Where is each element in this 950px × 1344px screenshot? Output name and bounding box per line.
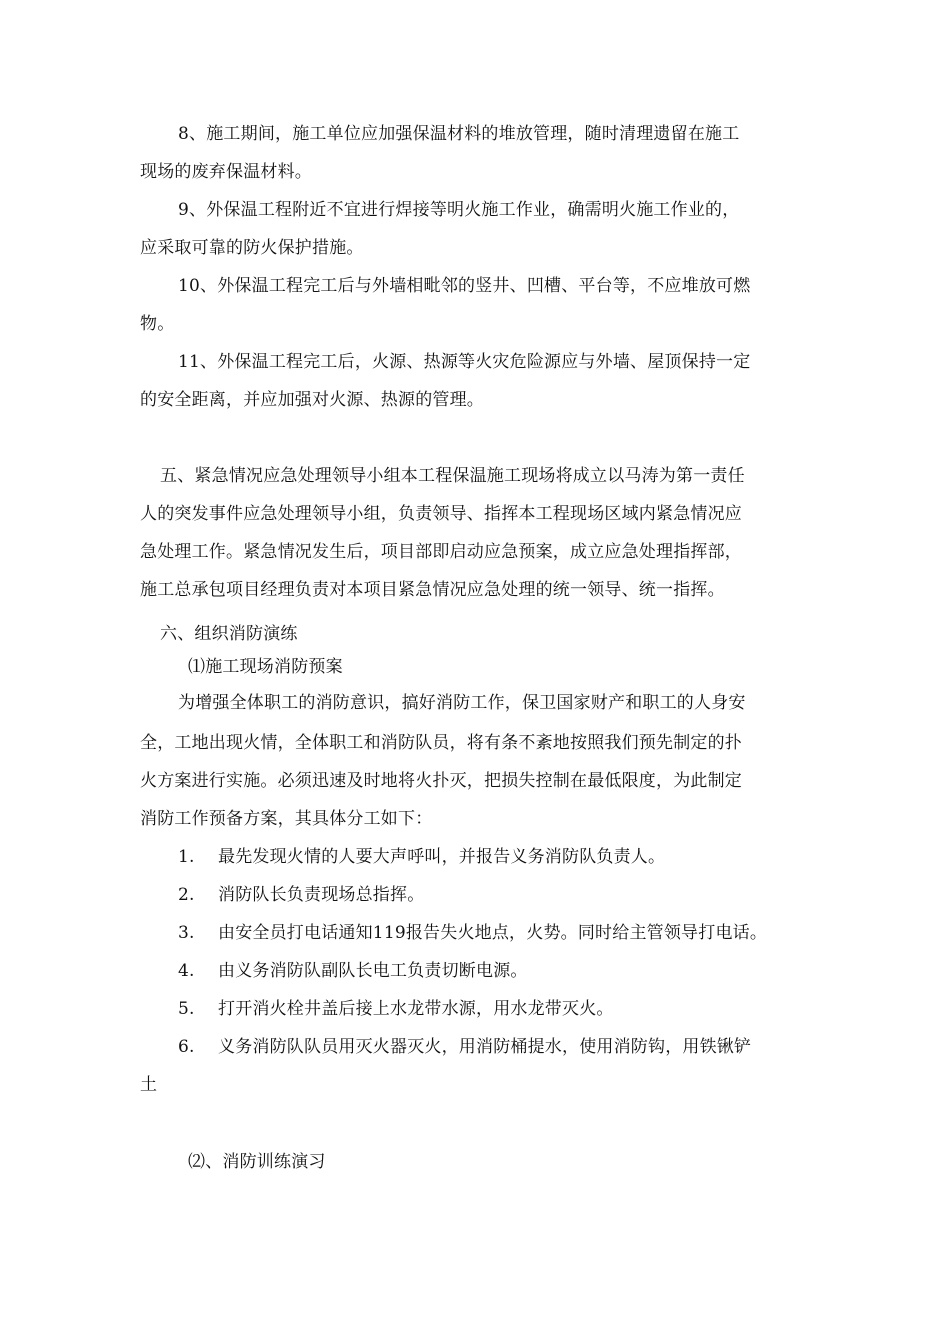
step-text: 由义务消防队副队长电工负责切断电源。 bbox=[218, 961, 528, 981]
intro-line-2: 全，工地出现火情，全体职工和消防队员，将有条不紊地按照我们预先制定的扑 bbox=[140, 733, 742, 753]
step-number: 6. bbox=[178, 1037, 195, 1057]
item-9-line-1: 9、外保温工程附近不宜进行焊接等明火施工作业，确需明火施工作业的， bbox=[178, 200, 740, 220]
step-text: 最先发现火情的人要大声呼叫，并报告义务消防队负责人。 bbox=[218, 847, 666, 867]
intro-line-1: 为增强全体职工的消防意识，搞好消防工作，保卫国家财产和职工的人身安 bbox=[178, 693, 746, 713]
item-11-line-2: 的安全距离，并应加强对火源、热源的管理。 bbox=[140, 390, 484, 410]
step-number: 1. bbox=[178, 847, 195, 867]
section-5-line-2: 人的突发事件应急处理领导小组，负责领导、指挥本工程现场区域内紧急情况应 bbox=[140, 504, 742, 524]
item-8-line-2: 现场的废弃保温材料。 bbox=[140, 162, 312, 182]
item-11-line-1: 11、外保温工程完工后，火源、热源等火灾危险源应与外墙、屋顶保持一定 bbox=[178, 352, 751, 372]
step-text: 消防队长负责现场总指挥。 bbox=[218, 885, 425, 905]
step-5 bbox=[178, 999, 614, 1019]
section-6-heading: 六、组织消防演练 bbox=[160, 624, 298, 644]
subsection-1-heading: ⑴施工现场消防预案 bbox=[188, 657, 343, 677]
section-5-line-3: 急处理工作。紧急情况发生后，项目部即启动应急预案，成立应急处理指挥部， bbox=[140, 542, 742, 562]
step-number: 4. bbox=[178, 961, 195, 981]
step-text: 由安全员打电话通知119报告失火地点，火势。同时给主管领导打电话。 bbox=[218, 923, 768, 943]
step-1 bbox=[178, 847, 665, 867]
intro-line-3: 火方案进行实施。必须迅速及时地将火扑灭，把损失控制在最低限度，为此制定 bbox=[140, 771, 742, 791]
step-3 bbox=[178, 923, 767, 943]
step-text: 打开消火栓井盖后接上水龙带水源，用水龙带灭火。 bbox=[218, 999, 614, 1019]
item-8-line-1: 8、施工期间，施工单位应加强保温材料的堆放管理，随时清理遗留在施工 bbox=[178, 124, 740, 144]
step-6 bbox=[178, 1037, 751, 1057]
item-9-line-2: 应采取可靠的防火保护措施。 bbox=[140, 238, 364, 258]
section-5-line-4: 施工总承包项目经理负责对本项目紧急情况应急处理的统一领导、统一指挥。 bbox=[140, 580, 725, 600]
section-5-line-1: 五、紧急情况应急处理领导小组本工程保温施工现场将成立以马涛为第一责任 bbox=[160, 466, 745, 486]
step-number: 3. bbox=[178, 923, 195, 943]
step-text: 义务消防队队员用灭火器灭火，用消防桶提水，使用消防钩，用铁锹铲 bbox=[218, 1037, 752, 1057]
item-10-line-2: 物。 bbox=[140, 314, 175, 334]
step-4 bbox=[178, 961, 528, 981]
step-number: 5. bbox=[178, 999, 195, 1019]
subsection-2-heading: ⑵、消防训练演习 bbox=[188, 1152, 326, 1172]
step-2 bbox=[178, 885, 424, 905]
step-number: 2. bbox=[178, 885, 195, 905]
intro-line-4: 消防工作预备方案，其具体分工如下： bbox=[140, 809, 433, 829]
item-10-line-1: 10、外保温工程完工后与外墙相毗邻的竖井、凹槽、平台等，不应堆放可燃 bbox=[178, 276, 751, 296]
step-6-continuation: 土 bbox=[140, 1075, 158, 1095]
